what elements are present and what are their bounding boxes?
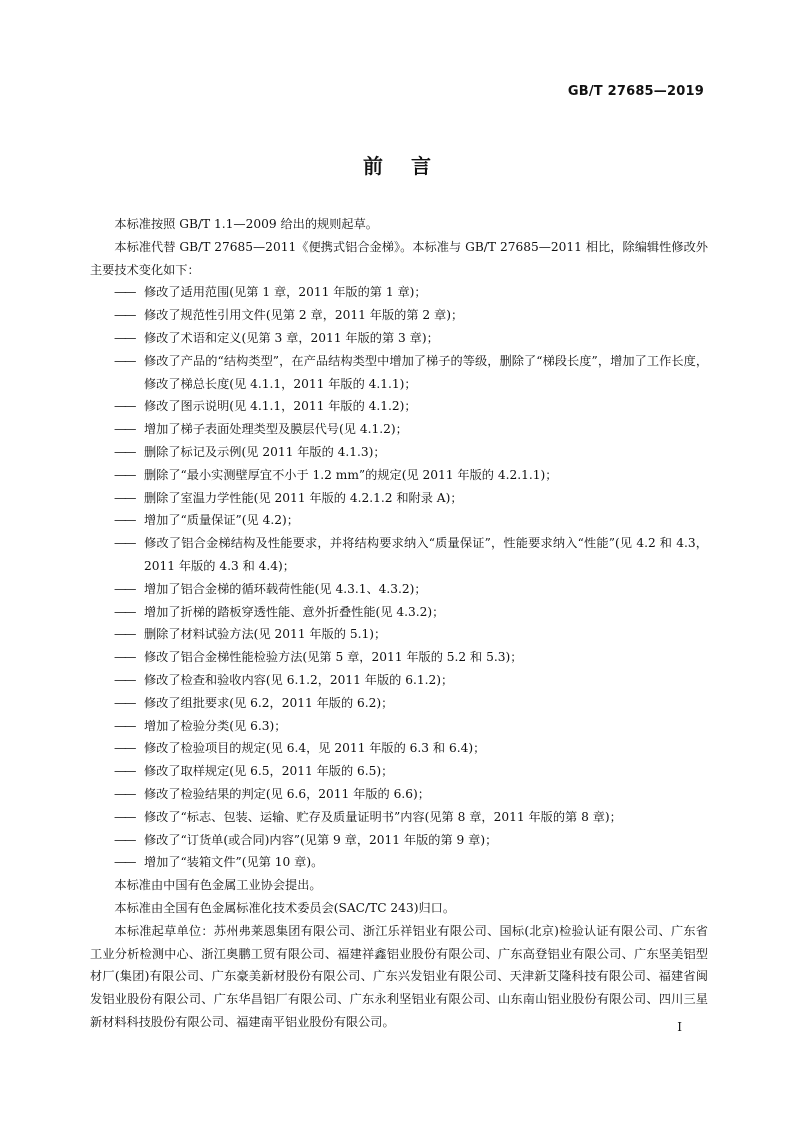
list-item — [90, 737, 708, 760]
paragraph: 本标准按照 GB/T 1.1—2009 给出的规则起草。 — [114, 217, 378, 231]
list-item-text: 增加了检验分类(见 6.3)； — [144, 718, 287, 733]
list-item-text: 删除了室温力学性能(见 2011 年版的 4.2.1.2 和附录 A)； — [144, 490, 463, 505]
dash-marker: —— — [114, 832, 135, 847]
list-item-text: 修改了术语和定义(见第 3 章，2011 年版的第 3 章)； — [144, 330, 439, 345]
list-item-text: 修改了产品的“结构类型”，在产品结构类型中增加了梯子的等级，删除了“梯段长度”，增加了工作长度，修改了梯总长度(见 4.1.1，2011 年版的 4.1.1)； — [144, 353, 708, 391]
dash-marker: —— — [114, 764, 135, 779]
list-item-text: 修改了适用范围(见第 1 章，2011 年版的第 1 章)； — [144, 285, 427, 300]
dash-marker: —— — [114, 308, 135, 323]
list-item — [90, 692, 708, 715]
list-item — [90, 327, 708, 350]
page-number: I — [677, 1020, 682, 1034]
list-item-text: 修改了“标志、包装、运输、贮存及质量证明书”内容(见第 8 章，2011 年版的第 8 章)； — [144, 809, 622, 824]
standard-number: GB/T 27685—2019 — [567, 84, 704, 99]
dash-marker: —— — [114, 809, 135, 824]
dash-marker: —— — [114, 513, 135, 528]
list-item — [90, 395, 708, 418]
list-item-text: 修改了检验项目的规定(见 6.4，见 2011 年版的 6.3 和 6.4)； — [144, 741, 486, 756]
list-item — [90, 487, 708, 510]
committee-statement: 本标准由全国有色金属标准化技术委员会(SAC/TC 243)归口。 — [114, 900, 456, 915]
dash-marker: —— — [114, 786, 135, 801]
list-item — [90, 350, 708, 396]
list-item-text: 增加了“质量保证”(见 4.2)； — [144, 513, 299, 528]
dash-marker: —— — [114, 399, 135, 414]
list-item — [90, 623, 708, 646]
dash-marker: —— — [114, 353, 135, 368]
list-item-text: 修改了铝合金梯结构及性能要求，并将结构要求纳入“质量保证”，性能要求纳入“性能”(见 4.2 和 4.3，2011 年版的 4.3 和 4.4)； — [144, 536, 708, 573]
list-item — [90, 509, 708, 532]
list-item-text: 修改了组批要求(见 6.2，2011 年版的 6.2)； — [144, 695, 394, 710]
list-item — [90, 851, 708, 874]
list-item — [90, 760, 708, 783]
list-item-text: 删除了材料试验方法(见 2011 年版的 5.1)； — [144, 627, 387, 642]
list-item-text: 增加了折梯的踏板穿透性能、意外折叠性能(见 4.3.2)； — [144, 604, 445, 619]
list-item — [90, 281, 708, 304]
list-item — [90, 601, 708, 624]
list-item-text: 修改了“订货单(或合同)内容”(见第 9 章，2011 年版的第 9 章)； — [144, 832, 498, 847]
list-item-text: 修改了铝合金梯性能检验方法(见第 5 章，2011 年版的 5.2 和 5.3)； — [144, 650, 523, 665]
list-item-text: 增加了“装箱文件”(见第 10 章)。 — [144, 855, 324, 870]
paragraph: 本标准代替 GB/T 27685—2011《便携式铝合金梯》。本标准与 GB/T 27685—2011 相比，除编辑性修改外主要技术变化如下： — [90, 239, 708, 277]
list-item — [90, 829, 708, 852]
dash-marker: —— — [114, 627, 135, 642]
list-item — [90, 783, 708, 806]
dash-marker: —— — [114, 490, 135, 505]
list-item-text: 修改了检验结果的判定(见 6.6，2011 年版的 6.6)； — [144, 786, 430, 801]
list-item — [90, 304, 708, 327]
list-item-text: 增加了铝合金梯的循环载荷性能(见 4.3.1、4.3.2)； — [144, 581, 427, 596]
dash-marker: —— — [114, 444, 135, 459]
list-item-text: 删除了标记及示例(见 2011 年版的 4.1.3)； — [144, 444, 386, 459]
dash-marker: —— — [114, 695, 135, 710]
dash-marker: —— — [114, 604, 135, 619]
list-item-text: 修改了规范性引用文件(见第 2 章，2011 年版的第 2 章)； — [144, 308, 464, 323]
document-body — [90, 213, 708, 1034]
drafting-units: 本标准起草单位：苏州弗莱恩集团有限公司、浙江乐祥铝业有限公司、国标(北京)检验认证有限公司、广东省工业分析检测中心、浙江奥鹏工贸有限公司、福建祥鑫铝业股份有限公司、广东高登铝业有限公司、广东坚美铝型材厂(集团)有限公司、广东豪美新材股份有限公司、广东兴发铝业有限公司、天津新艾隆科技有限公司、福建省闽发铝业股份有限公司、广东华昌铝厂有限公司、广东永利坚铝业有限公司、山东南山铝业股份有限公司、四川三星新材料科技股份有限公司、福建南平铝业股份有限公司。 — [90, 923, 708, 1029]
list-item — [90, 464, 708, 487]
dash-marker: —— — [114, 650, 135, 665]
dash-marker: —— — [114, 285, 135, 300]
dash-marker: —— — [114, 467, 135, 482]
list-item-text: 增加了梯子表面处理类型及膜层代号(见 4.1.2)； — [144, 422, 408, 437]
dash-marker: —— — [114, 718, 135, 733]
list-item — [90, 669, 708, 692]
dash-marker: —— — [114, 672, 135, 687]
dash-marker: —— — [114, 536, 135, 551]
list-item — [90, 806, 708, 829]
list-item-text: 删除了“最小实测壁厚宜不小于 1.2 mm”的规定(见 2011 年版的 4.2.1.1)； — [144, 467, 558, 482]
list-item — [90, 532, 708, 578]
list-item — [90, 418, 708, 441]
list-item — [90, 441, 708, 464]
list-item-text: 修改了取样规定(见 6.5，2011 年版的 6.5)； — [144, 764, 394, 779]
dash-marker: —— — [114, 741, 135, 756]
list-item-text: 修改了检查和验收内容(见 6.1.2，2011 年版的 6.1.2)； — [144, 672, 454, 687]
dash-marker: —— — [114, 855, 135, 870]
list-item — [90, 715, 708, 738]
list-item — [90, 646, 708, 669]
page-title: 前言 — [363, 154, 459, 178]
dash-marker: —— — [114, 422, 135, 437]
dash-marker: —— — [114, 581, 135, 596]
list-item-text: 修改了图示说明(见 4.1.1，2011 年版的 4.1.2)； — [144, 399, 417, 414]
dash-marker: —— — [114, 330, 135, 345]
list-item — [90, 578, 708, 601]
proposer-statement: 本标准由中国有色金属工业协会提出。 — [114, 878, 322, 893]
changes-list — [90, 281, 708, 874]
